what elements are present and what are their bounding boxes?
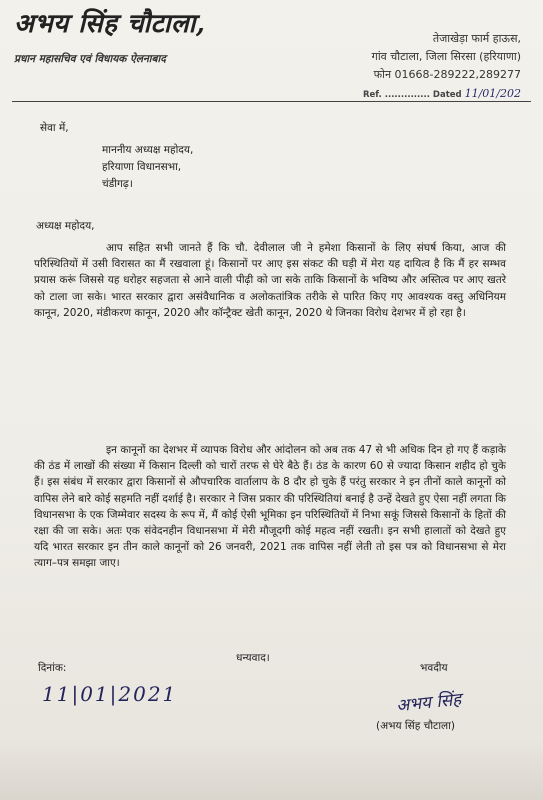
thanks-line: धन्यवाद। (236, 652, 270, 664)
handwritten-date: 11|01|2021 (42, 682, 178, 706)
phone-line: फोन 01668-289222,289277 (373, 68, 521, 81)
paper-shadow (0, 740, 543, 800)
addressee-line: हरियाणा विधानसभा, (102, 161, 182, 173)
address-line: गांव चौटाला, जिला सिरसा (हरियाणा) (371, 50, 521, 63)
ref-dated-line (363, 87, 521, 100)
address-line: तेजाखेड़ा फार्म हाऊस, (432, 32, 521, 45)
body-paragraph-2: इन कानूनों का देशभर में व्यापक विरोध और आंदोलन को अब तक 47 से भी अधिक दिन हो गए हैं कड़ाके की ठंड में लाखों की संख्या में किसान दिल्ली को चारों तरफ से घेरे बैठे हैं। ठंड के कारण 60 से ज्यादा किसान शहीद हो चुके हैं। इस संबंध में सरकार द्वारा किसानों से औपचारिक वार्तालाप के 8 दौर हो चुके हैं परंतु सरकार ने इन तीनों काले कानूनों को वापिस लेने बारे कोई सहमति नहीं दर्शाई है। सरकार ने जिस प्रकार की परिस्थितियां बनाई है उन्हें देखते हुए ऐसा नहीं लगता कि विधानसभा के एक जिम्मेवार सदस्य के रूप में, मैं कोई ऐसी भूमिका इन परिस्थितियों में निभा सकूं जिससे किसानों के हितों की रक्षा की जा सके। अतः एक संवेदनहीन विधानसभा में मेरी मौजूदगी कोई महत्व नहीं रखती। इन सभी हालातों को देखते हुए यदि भारत सरकार इन तीन काले कानूनों को 26 जनवरी, 2021 तक वापिस नहीं लेती तो इस पत्र को विधानसभा से मेरा त्याग–पत्र समझा जाए। (34, 444, 506, 570)
letterhead-name: अभय सिंह चौटाला, (14, 9, 206, 39)
signature: अभय सिंह (395, 689, 463, 717)
signatory-name: (अभय सिंह चौटाला) (376, 720, 455, 732)
addressee-line: चंडीगढ़। (102, 178, 133, 190)
closing: भवदीय (420, 662, 448, 674)
letterhead-title: प्रधान महासचिव एवं विधायक ऐलनाबाद (14, 53, 166, 65)
date-label: दिनांक: (38, 662, 67, 674)
body-paragraph-1: आप सहित सभी जानते हैं कि चौ. देवीलाल जी ने हमेशा किसानों के लिए संघर्ष किया, आज की परिस्थितियों में उसी विरासत का मैं रखवाला हूं। किसानों पर आए इस संकट की घड़ी में मेरा यह दायित्व है कि मैं हर सम्भव प्रयास करूं जिससे यह धरोहर सहजता से आने वाली पीढ़ी को जा सके ताकि किसानों के भविष्य और अस्तित्व पर आए खतरे को टाला जा सके। भारत सरकार द्वारा असंवैधानिक व अलोकतांत्रिक तरीके से पारित किए गए आवश्यक वस्तु अधिनियम कानून, 2020, मंडीकरण कानून, 2020 और कॉन्ट्रैक्ट खेती कानून, 2020 थे जिनका विरोध देशभर में हो रहा है। (34, 242, 506, 319)
letterhead-address (372, 30, 521, 84)
ref-label: Ref. .............. (363, 90, 430, 100)
addressee (102, 142, 193, 193)
addressee-line: माननीय अध्यक्ष महोदय, (102, 144, 194, 156)
dated-label: Dated (432, 90, 462, 100)
to-label: सेवा में, (40, 122, 69, 134)
salutation: अध्यक्ष महोदय, (36, 220, 95, 232)
dated-value: 11/01/202 (464, 87, 521, 100)
letterhead-divider (12, 101, 531, 102)
